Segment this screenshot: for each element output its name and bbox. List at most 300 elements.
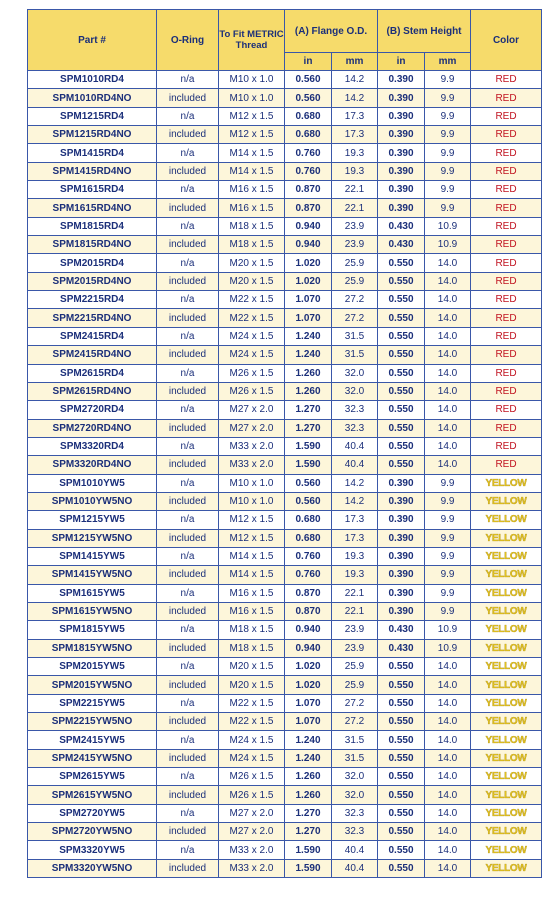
stem-in-cell: 0.390 bbox=[378, 547, 425, 565]
stem-mm-cell: 14.0 bbox=[425, 382, 471, 400]
table-row bbox=[28, 346, 542, 364]
stem-in-cell: 0.550 bbox=[378, 419, 425, 437]
stem-in-cell: 0.550 bbox=[378, 346, 425, 364]
table-row bbox=[28, 89, 542, 107]
flange-mm-cell: 25.9 bbox=[332, 254, 378, 272]
flange-mm-cell: 19.3 bbox=[332, 144, 378, 162]
flange-mm-cell: 27.2 bbox=[332, 694, 378, 712]
stem-mm-cell: 14.0 bbox=[425, 364, 471, 382]
thread-cell: M18 x 1.5 bbox=[219, 236, 285, 254]
thread-cell: M16 x 1.5 bbox=[219, 602, 285, 620]
color-cell: RED bbox=[471, 162, 542, 180]
oring-cell: included bbox=[157, 346, 219, 364]
stem-mm-cell: 10.9 bbox=[425, 621, 471, 639]
flange-in-cell: 0.870 bbox=[285, 584, 332, 602]
thread-cell: M24 x 1.5 bbox=[219, 327, 285, 345]
table-row bbox=[28, 272, 542, 290]
flange-mm-cell: 23.9 bbox=[332, 217, 378, 235]
part-number-cell: SPM2615YW5 bbox=[28, 768, 157, 786]
color-cell: RED bbox=[471, 107, 542, 125]
part-number-cell: SPM2215RD4 bbox=[28, 291, 157, 309]
flange-mm-cell: 17.3 bbox=[332, 107, 378, 125]
stem-in-cell: 0.550 bbox=[378, 272, 425, 290]
part-number-cell: SPM3320RD4NO bbox=[28, 456, 157, 474]
flange-mm-cell: 32.0 bbox=[332, 382, 378, 400]
flange-mm-cell: 32.3 bbox=[332, 419, 378, 437]
oring-cell: included bbox=[157, 713, 219, 731]
part-number-cell: SPM2215RD4NO bbox=[28, 309, 157, 327]
stem-in-cell: 0.390 bbox=[378, 71, 425, 89]
stem-in-cell: 0.550 bbox=[378, 456, 425, 474]
flange-in-cell: 1.020 bbox=[285, 272, 332, 290]
color-cell: YELLOW bbox=[471, 602, 542, 620]
part-number-cell: SPM2015YW5 bbox=[28, 658, 157, 676]
table-row bbox=[28, 676, 542, 694]
color-cell: RED bbox=[471, 126, 542, 144]
part-number-cell: SPM2720YW5 bbox=[28, 804, 157, 822]
thread-cell: M33 x 2.0 bbox=[219, 859, 285, 877]
flange-mm-cell: 40.4 bbox=[332, 841, 378, 859]
thread-cell: M12 x 1.5 bbox=[219, 126, 285, 144]
flange-in-cell: 0.680 bbox=[285, 529, 332, 547]
thread-cell: M22 x 1.5 bbox=[219, 713, 285, 731]
flange-mm-cell: 14.2 bbox=[332, 89, 378, 107]
color-cell: RED bbox=[471, 437, 542, 455]
stem-mm-cell: 9.9 bbox=[425, 547, 471, 565]
stem-mm-cell: 14.0 bbox=[425, 658, 471, 676]
color-cell: RED bbox=[471, 144, 542, 162]
part-number-cell: SPM3320RD4 bbox=[28, 437, 157, 455]
stem-in-cell: 0.550 bbox=[378, 291, 425, 309]
flange-mm-cell: 31.5 bbox=[332, 346, 378, 364]
thread-cell: M12 x 1.5 bbox=[219, 511, 285, 529]
stem-in-cell: 0.550 bbox=[378, 364, 425, 382]
oring-cell: n/a bbox=[157, 768, 219, 786]
oring-cell: n/a bbox=[157, 254, 219, 272]
stem-in-cell: 0.550 bbox=[378, 749, 425, 767]
color-cell: YELLOW bbox=[471, 529, 542, 547]
table-header bbox=[28, 10, 542, 71]
flange-in-cell: 1.240 bbox=[285, 749, 332, 767]
flange-in-cell: 0.560 bbox=[285, 492, 332, 510]
color-cell: YELLOW bbox=[471, 731, 542, 749]
stem-mm-cell: 14.0 bbox=[425, 804, 471, 822]
flange-mm-cell: 23.9 bbox=[332, 236, 378, 254]
color-cell: RED bbox=[471, 254, 542, 272]
thread-cell: M10 x 1.0 bbox=[219, 89, 285, 107]
oring-cell: n/a bbox=[157, 584, 219, 602]
stem-in-cell: 0.390 bbox=[378, 144, 425, 162]
flange-mm-cell: 27.2 bbox=[332, 291, 378, 309]
oring-cell: n/a bbox=[157, 621, 219, 639]
stem-in-cell: 0.550 bbox=[378, 713, 425, 731]
table-row bbox=[28, 492, 542, 510]
flange-in-cell: 1.020 bbox=[285, 658, 332, 676]
thread-cell: M14 x 1.5 bbox=[219, 162, 285, 180]
table-row bbox=[28, 639, 542, 657]
stem-mm-cell: 14.0 bbox=[425, 676, 471, 694]
color-cell: YELLOW bbox=[471, 639, 542, 657]
color-cell: YELLOW bbox=[471, 474, 542, 492]
flange-in-cell: 1.590 bbox=[285, 841, 332, 859]
color-cell: YELLOW bbox=[471, 768, 542, 786]
flange-in-cell: 1.270 bbox=[285, 823, 332, 841]
part-number-cell: SPM1415RD4 bbox=[28, 144, 157, 162]
flange-mm-cell: 22.1 bbox=[332, 181, 378, 199]
oring-cell: included bbox=[157, 749, 219, 767]
stem-mm-cell: 14.0 bbox=[425, 823, 471, 841]
stem-mm-cell: 14.0 bbox=[425, 456, 471, 474]
stem-mm-cell: 14.0 bbox=[425, 786, 471, 804]
table-row bbox=[28, 602, 542, 620]
oring-cell: included bbox=[157, 419, 219, 437]
oring-cell: included bbox=[157, 639, 219, 657]
color-cell: RED bbox=[471, 272, 542, 290]
table-row bbox=[28, 291, 542, 309]
color-cell: RED bbox=[471, 346, 542, 364]
oring-cell: included bbox=[157, 786, 219, 804]
flange-mm-cell: 14.2 bbox=[332, 474, 378, 492]
flange-mm-cell: 19.3 bbox=[332, 162, 378, 180]
flange-in-cell: 0.940 bbox=[285, 639, 332, 657]
part-number-cell: SPM2415YW5NO bbox=[28, 749, 157, 767]
flange-in-cell: 0.760 bbox=[285, 144, 332, 162]
flange-in-cell: 1.240 bbox=[285, 731, 332, 749]
table-row bbox=[28, 786, 542, 804]
flange-mm-cell: 19.3 bbox=[332, 547, 378, 565]
table-row bbox=[28, 437, 542, 455]
part-number-cell: SPM2015RD4NO bbox=[28, 272, 157, 290]
stem-in-cell: 0.550 bbox=[378, 401, 425, 419]
table-row bbox=[28, 474, 542, 492]
oring-cell: n/a bbox=[157, 511, 219, 529]
stem-in-cell: 0.390 bbox=[378, 511, 425, 529]
color-cell: YELLOW bbox=[471, 511, 542, 529]
part-number-cell: SPM1615RD4NO bbox=[28, 199, 157, 217]
thread-cell: M22 x 1.5 bbox=[219, 309, 285, 327]
stem-mm-cell: 14.0 bbox=[425, 327, 471, 345]
table-row bbox=[28, 181, 542, 199]
stem-in-cell: 0.550 bbox=[378, 859, 425, 877]
stem-in-cell: 0.390 bbox=[378, 162, 425, 180]
stem-mm-cell: 14.0 bbox=[425, 768, 471, 786]
stem-in-cell: 0.390 bbox=[378, 126, 425, 144]
oring-cell: n/a bbox=[157, 731, 219, 749]
thread-cell: M18 x 1.5 bbox=[219, 639, 285, 657]
table-row bbox=[28, 327, 542, 345]
flange-in-cell: 1.240 bbox=[285, 346, 332, 364]
stem-in-cell: 0.390 bbox=[378, 566, 425, 584]
color-cell: YELLOW bbox=[471, 786, 542, 804]
stem-mm-cell: 9.9 bbox=[425, 566, 471, 584]
color-cell: YELLOW bbox=[471, 676, 542, 694]
table-row bbox=[28, 823, 542, 841]
flange-in-cell: 0.760 bbox=[285, 566, 332, 584]
color-cell: RED bbox=[471, 181, 542, 199]
color-cell: YELLOW bbox=[471, 492, 542, 510]
table-body bbox=[28, 71, 542, 878]
thread-cell: M27 x 2.0 bbox=[219, 823, 285, 841]
stem-in-cell: 0.430 bbox=[378, 236, 425, 254]
stem-in-cell: 0.390 bbox=[378, 474, 425, 492]
flange-in-cell: 1.590 bbox=[285, 859, 332, 877]
oring-cell: included bbox=[157, 529, 219, 547]
color-cell: YELLOW bbox=[471, 694, 542, 712]
part-number-cell: SPM1415RD4NO bbox=[28, 162, 157, 180]
oring-cell: n/a bbox=[157, 547, 219, 565]
stem-mm-cell: 10.9 bbox=[425, 236, 471, 254]
flange-mm-cell: 40.4 bbox=[332, 437, 378, 455]
stem-in-cell: 0.550 bbox=[378, 382, 425, 400]
stem-in-cell: 0.550 bbox=[378, 658, 425, 676]
flange-in-cell: 1.590 bbox=[285, 437, 332, 455]
flange-mm-cell: 40.4 bbox=[332, 456, 378, 474]
flange-in-cell: 1.240 bbox=[285, 327, 332, 345]
stem-mm-cell: 9.9 bbox=[425, 584, 471, 602]
part-number-cell: SPM1415YW5NO bbox=[28, 566, 157, 584]
oring-cell: included bbox=[157, 126, 219, 144]
thread-cell: M12 x 1.5 bbox=[219, 529, 285, 547]
table-row bbox=[28, 144, 542, 162]
flange-mm-cell: 14.2 bbox=[332, 492, 378, 510]
thread-cell: M27 x 2.0 bbox=[219, 401, 285, 419]
parts-table-container bbox=[27, 9, 541, 878]
part-number-cell: SPM2215YW5NO bbox=[28, 713, 157, 731]
color-cell: YELLOW bbox=[471, 749, 542, 767]
color-cell: RED bbox=[471, 327, 542, 345]
oring-cell: n/a bbox=[157, 804, 219, 822]
color-cell: YELLOW bbox=[471, 859, 542, 877]
flange-in-cell: 0.680 bbox=[285, 511, 332, 529]
part-number-cell: SPM2015RD4 bbox=[28, 254, 157, 272]
table-row bbox=[28, 804, 542, 822]
oring-cell: n/a bbox=[157, 107, 219, 125]
flange-mm-cell: 14.2 bbox=[332, 71, 378, 89]
oring-cell: included bbox=[157, 162, 219, 180]
flange-mm-cell: 23.9 bbox=[332, 621, 378, 639]
thread-cell: M26 x 1.5 bbox=[219, 786, 285, 804]
color-cell: YELLOW bbox=[471, 823, 542, 841]
stem-mm-cell: 14.0 bbox=[425, 859, 471, 877]
flange-mm-cell: 32.0 bbox=[332, 768, 378, 786]
thread-cell: M10 x 1.0 bbox=[219, 71, 285, 89]
oring-cell: n/a bbox=[157, 217, 219, 235]
flange-in-cell: 1.270 bbox=[285, 804, 332, 822]
part-number-cell: SPM1815RD4NO bbox=[28, 236, 157, 254]
part-number-cell: SPM1615RD4 bbox=[28, 181, 157, 199]
color-cell: YELLOW bbox=[471, 566, 542, 584]
flange-mm-cell: 31.5 bbox=[332, 731, 378, 749]
table-row bbox=[28, 71, 542, 89]
stem-in-cell: 0.430 bbox=[378, 639, 425, 657]
part-number-cell: SPM1815YW5 bbox=[28, 621, 157, 639]
stem-mm-cell: 14.0 bbox=[425, 272, 471, 290]
stem-in-cell: 0.550 bbox=[378, 694, 425, 712]
flange-in-cell: 1.270 bbox=[285, 401, 332, 419]
oring-cell: n/a bbox=[157, 474, 219, 492]
thread-cell: M18 x 1.5 bbox=[219, 217, 285, 235]
flange-in-cell: 1.020 bbox=[285, 254, 332, 272]
color-cell: RED bbox=[471, 199, 542, 217]
part-number-cell: SPM3320YW5 bbox=[28, 841, 157, 859]
table-row bbox=[28, 401, 542, 419]
header-stem-in: in bbox=[378, 53, 425, 71]
table-row bbox=[28, 309, 542, 327]
oring-cell: n/a bbox=[157, 364, 219, 382]
oring-cell: n/a bbox=[157, 291, 219, 309]
flange-in-cell: 1.260 bbox=[285, 768, 332, 786]
stem-mm-cell: 14.0 bbox=[425, 309, 471, 327]
color-cell: RED bbox=[471, 401, 542, 419]
oring-cell: n/a bbox=[157, 71, 219, 89]
part-number-cell: SPM2415RD4NO bbox=[28, 346, 157, 364]
oring-cell: included bbox=[157, 309, 219, 327]
part-number-cell: SPM2720RD4NO bbox=[28, 419, 157, 437]
part-number-cell: SPM2615YW5NO bbox=[28, 786, 157, 804]
oring-cell: included bbox=[157, 676, 219, 694]
part-number-cell: SPM3320YW5NO bbox=[28, 859, 157, 877]
flange-in-cell: 0.680 bbox=[285, 126, 332, 144]
thread-cell: M27 x 2.0 bbox=[219, 804, 285, 822]
oring-cell: included bbox=[157, 602, 219, 620]
flange-mm-cell: 31.5 bbox=[332, 327, 378, 345]
table-row bbox=[28, 107, 542, 125]
table-row bbox=[28, 749, 542, 767]
stem-in-cell: 0.390 bbox=[378, 199, 425, 217]
flange-in-cell: 1.260 bbox=[285, 786, 332, 804]
stem-mm-cell: 14.0 bbox=[425, 749, 471, 767]
table-row bbox=[28, 382, 542, 400]
color-cell: YELLOW bbox=[471, 621, 542, 639]
oring-cell: n/a bbox=[157, 694, 219, 712]
flange-mm-cell: 17.3 bbox=[332, 511, 378, 529]
stem-mm-cell: 14.0 bbox=[425, 401, 471, 419]
stem-mm-cell: 10.9 bbox=[425, 217, 471, 235]
flange-in-cell: 1.070 bbox=[285, 713, 332, 731]
color-cell: RED bbox=[471, 236, 542, 254]
header-part: Part # bbox=[28, 10, 157, 71]
color-cell: RED bbox=[471, 364, 542, 382]
stem-mm-cell: 14.0 bbox=[425, 419, 471, 437]
stem-mm-cell: 14.0 bbox=[425, 437, 471, 455]
part-number-cell: SPM2615RD4NO bbox=[28, 382, 157, 400]
part-number-cell: SPM1010RD4 bbox=[28, 71, 157, 89]
stem-mm-cell: 9.9 bbox=[425, 602, 471, 620]
stem-in-cell: 0.550 bbox=[378, 676, 425, 694]
part-number-cell: SPM1215RD4NO bbox=[28, 126, 157, 144]
table-row bbox=[28, 841, 542, 859]
thread-cell: M16 x 1.5 bbox=[219, 181, 285, 199]
flange-in-cell: 1.260 bbox=[285, 364, 332, 382]
oring-cell: n/a bbox=[157, 401, 219, 419]
stem-in-cell: 0.390 bbox=[378, 529, 425, 547]
flange-in-cell: 1.270 bbox=[285, 419, 332, 437]
header-thread: To Fit METRIC Thread bbox=[219, 10, 285, 71]
stem-mm-cell: 9.9 bbox=[425, 181, 471, 199]
oring-cell: included bbox=[157, 236, 219, 254]
stem-in-cell: 0.550 bbox=[378, 254, 425, 272]
part-number-cell: SPM1215RD4 bbox=[28, 107, 157, 125]
stem-mm-cell: 9.9 bbox=[425, 107, 471, 125]
stem-in-cell: 0.390 bbox=[378, 602, 425, 620]
flange-mm-cell: 22.1 bbox=[332, 584, 378, 602]
flange-mm-cell: 19.3 bbox=[332, 566, 378, 584]
flange-mm-cell: 40.4 bbox=[332, 859, 378, 877]
stem-in-cell: 0.550 bbox=[378, 309, 425, 327]
oring-cell: n/a bbox=[157, 437, 219, 455]
stem-mm-cell: 9.9 bbox=[425, 162, 471, 180]
flange-in-cell: 0.870 bbox=[285, 602, 332, 620]
part-number-cell: SPM2615RD4 bbox=[28, 364, 157, 382]
stem-mm-cell: 9.9 bbox=[425, 126, 471, 144]
stem-mm-cell: 9.9 bbox=[425, 492, 471, 510]
table-row bbox=[28, 731, 542, 749]
table-row bbox=[28, 658, 542, 676]
thread-cell: M22 x 1.5 bbox=[219, 694, 285, 712]
part-number-cell: SPM1615YW5 bbox=[28, 584, 157, 602]
stem-mm-cell: 9.9 bbox=[425, 474, 471, 492]
stem-in-cell: 0.550 bbox=[378, 731, 425, 749]
oring-cell: included bbox=[157, 566, 219, 584]
stem-in-cell: 0.550 bbox=[378, 786, 425, 804]
oring-cell: n/a bbox=[157, 841, 219, 859]
part-number-cell: SPM2015YW5NO bbox=[28, 676, 157, 694]
color-cell: RED bbox=[471, 309, 542, 327]
color-cell: YELLOW bbox=[471, 713, 542, 731]
table-row bbox=[28, 199, 542, 217]
table-row bbox=[28, 529, 542, 547]
table-row bbox=[28, 859, 542, 877]
table-row bbox=[28, 713, 542, 731]
thread-cell: M16 x 1.5 bbox=[219, 199, 285, 217]
flange-mm-cell: 25.9 bbox=[332, 676, 378, 694]
color-cell: RED bbox=[471, 89, 542, 107]
header-oring: O-Ring bbox=[157, 10, 219, 71]
flange-in-cell: 1.070 bbox=[285, 309, 332, 327]
header-flange: (A) Flange O.D. bbox=[285, 10, 378, 53]
thread-cell: M20 x 1.5 bbox=[219, 254, 285, 272]
table-row bbox=[28, 768, 542, 786]
flange-in-cell: 1.020 bbox=[285, 676, 332, 694]
thread-cell: M26 x 1.5 bbox=[219, 382, 285, 400]
color-cell: YELLOW bbox=[471, 547, 542, 565]
thread-cell: M24 x 1.5 bbox=[219, 749, 285, 767]
table-row bbox=[28, 584, 542, 602]
flange-mm-cell: 32.0 bbox=[332, 786, 378, 804]
stem-in-cell: 0.550 bbox=[378, 437, 425, 455]
stem-in-cell: 0.550 bbox=[378, 804, 425, 822]
stem-in-cell: 0.550 bbox=[378, 841, 425, 859]
flange-mm-cell: 17.3 bbox=[332, 529, 378, 547]
flange-mm-cell: 32.3 bbox=[332, 823, 378, 841]
flange-in-cell: 1.070 bbox=[285, 291, 332, 309]
stem-mm-cell: 10.9 bbox=[425, 639, 471, 657]
color-cell: RED bbox=[471, 217, 542, 235]
flange-mm-cell: 22.1 bbox=[332, 602, 378, 620]
stem-mm-cell: 9.9 bbox=[425, 144, 471, 162]
flange-mm-cell: 23.9 bbox=[332, 639, 378, 657]
thread-cell: M33 x 2.0 bbox=[219, 456, 285, 474]
flange-mm-cell: 17.3 bbox=[332, 126, 378, 144]
flange-mm-cell: 32.3 bbox=[332, 401, 378, 419]
header-stem: (B) Stem Height bbox=[378, 10, 471, 53]
thread-cell: M24 x 1.5 bbox=[219, 731, 285, 749]
table-row bbox=[28, 236, 542, 254]
table-row bbox=[28, 621, 542, 639]
thread-cell: M10 x 1.0 bbox=[219, 492, 285, 510]
part-number-cell: SPM1215YW5 bbox=[28, 511, 157, 529]
table-row bbox=[28, 126, 542, 144]
